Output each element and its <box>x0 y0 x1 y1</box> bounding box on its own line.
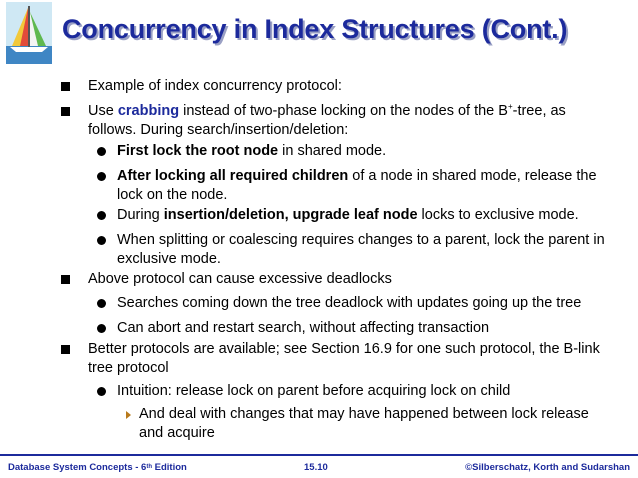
triangle-bullet-icon <box>126 411 131 419</box>
footer-book-title: Database System Concepts - 6th Edition <box>8 462 187 473</box>
sub-bullet-1: First lock the root node in shared mode. <box>117 143 387 159</box>
round-bullet-icon <box>97 172 106 181</box>
round-bullet-icon <box>97 299 106 308</box>
sub-bullet-5: Searches coming down the tree deadlock with updates going up the tree <box>117 295 582 311</box>
slide-title: Concurrency in Index Structures (Cont.) <box>62 14 568 44</box>
keyword-crabbing: crabbing <box>117 103 180 119</box>
square-bullet-icon <box>61 82 70 91</box>
bullet-4: Better protocols are available; see Section 16.9 for one such protocol, the B-link tree protocol <box>88 341 600 376</box>
round-bullet-icon <box>97 236 106 245</box>
bullet-1: Example of index concurrency protocol: <box>88 78 342 94</box>
round-bullet-icon <box>97 211 106 220</box>
sub-sub-bullet-1: And deal with changes that may have happened between lock release and acquire <box>139 406 589 441</box>
square-bullet-icon <box>61 345 70 354</box>
bullet-3: Above protocol can cause excessive deadlocks <box>88 271 392 287</box>
sub-bullet-6: Can abort and restart search, without affecting transaction <box>117 320 490 336</box>
sub-bullet-2: After locking all required children of a node in shared mode, release the lock on the node. <box>117 168 597 203</box>
square-bullet-icon <box>61 107 70 116</box>
sub-bullet-4: When splitting or coalescing requires changes to a parent, lock the parent in exclusive mode. <box>117 232 605 267</box>
square-bullet-icon <box>61 275 70 284</box>
bullet-2: Use crabbing instead of two-phase locking on the nodes of the B+-tree, as follows. During search/insertion/deletion: <box>88 102 566 138</box>
footer-divider <box>0 454 638 456</box>
footer-copyright: ©Silberschatz, Korth and Sudarshan <box>465 462 630 473</box>
round-bullet-icon <box>97 147 106 156</box>
round-bullet-icon <box>97 387 106 396</box>
sub-bullet-7: Intuition: release lock on parent before acquiring lock on child <box>117 383 511 399</box>
footer-page-number: 15.10 <box>304 462 328 473</box>
sub-bullet-3: During insertion/deletion, upgrade leaf node locks to exclusive mode. <box>117 207 579 223</box>
round-bullet-icon <box>97 324 106 333</box>
